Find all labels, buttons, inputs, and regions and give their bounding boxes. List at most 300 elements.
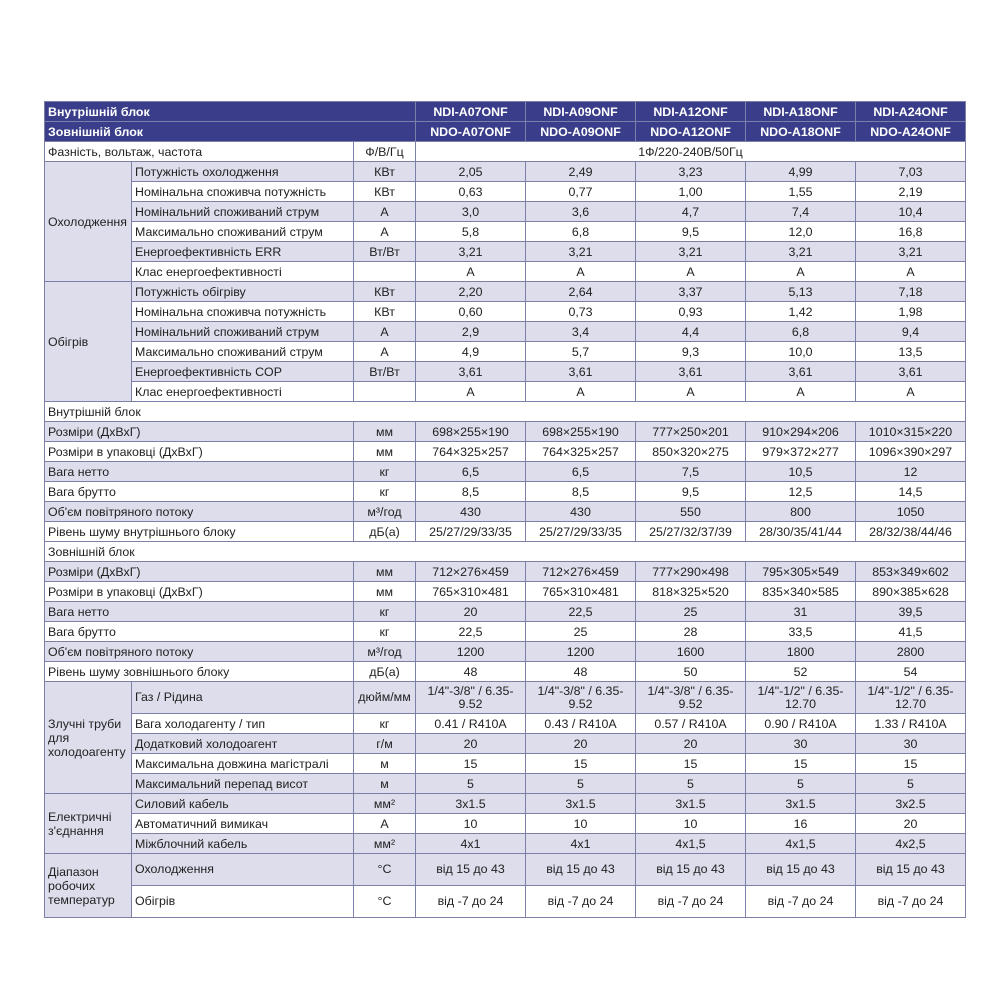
- unit-label: мм: [354, 442, 416, 462]
- heating-spec-row: [45, 302, 966, 322]
- spec-value: 698×255×190: [416, 422, 526, 442]
- spec-value: 1600: [636, 642, 746, 662]
- spec-value: 30: [856, 734, 966, 754]
- power-supply-unit: Ф/В/Гц: [354, 142, 416, 162]
- unit-label: А: [354, 814, 416, 834]
- unit-label: кг: [354, 714, 416, 734]
- spec-value: 28/30/35/41/44: [746, 522, 856, 542]
- electric-spec-row: [45, 834, 966, 854]
- spec-value: 698×255×190: [526, 422, 636, 442]
- spec-value: від -7 до 24: [526, 886, 636, 918]
- power-supply-value: 1Ф/220-240В/50Гц: [416, 142, 966, 162]
- spec-value: 25: [636, 602, 746, 622]
- spec-value: 9,5: [636, 222, 746, 242]
- unit-label: А: [354, 222, 416, 242]
- spec-value: A: [416, 382, 526, 402]
- spec-value: 1800: [746, 642, 856, 662]
- spec-value: 3,61: [416, 362, 526, 382]
- unit-label: КВт: [354, 182, 416, 202]
- unit-label: Вт/Вт: [354, 242, 416, 262]
- spec-value: 2,20: [416, 282, 526, 302]
- unit-label: мм: [354, 422, 416, 442]
- spec-value: 50: [636, 662, 746, 682]
- spec-value: 979×372×277: [746, 442, 856, 462]
- spec-value: від 15 до 43: [636, 854, 746, 886]
- spec-value: 2800: [856, 642, 966, 662]
- spec-value: 1,00: [636, 182, 746, 202]
- spec-value: 4x1: [416, 834, 526, 854]
- param-label: Вага брутто: [45, 622, 354, 642]
- param-label: Обігрів: [132, 886, 354, 918]
- spec-value: 54: [856, 662, 966, 682]
- outdoor-model-name: NDO-A24ONF: [856, 122, 966, 142]
- spec-value: від -7 до 24: [746, 886, 856, 918]
- unit-label: кг: [354, 482, 416, 502]
- spec-value: 7,5: [636, 462, 746, 482]
- unit-label: мм: [354, 562, 416, 582]
- spec-value: 4,9: [416, 342, 526, 362]
- spec-value: 0,93: [636, 302, 746, 322]
- spec-value: 5: [636, 774, 746, 794]
- spec-value: 4x2,5: [856, 834, 966, 854]
- spec-value: 52: [746, 662, 856, 682]
- spec-value: 764×325×257: [416, 442, 526, 462]
- unit-label: А: [354, 342, 416, 362]
- spec-value: 20: [416, 602, 526, 622]
- spec-value: від 15 до 43: [856, 854, 966, 886]
- unit-label: КВт: [354, 282, 416, 302]
- spec-value: A: [526, 382, 636, 402]
- heating-spec-row: [45, 382, 966, 402]
- spec-value: 1/4"-3/8" / 6.35-9.52: [526, 682, 636, 714]
- spec-value: від -7 до 24: [416, 886, 526, 918]
- spec-value: 4,7: [636, 202, 746, 222]
- spec-value: 550: [636, 502, 746, 522]
- spec-value: 777×250×201: [636, 422, 746, 442]
- spec-value: 800: [746, 502, 856, 522]
- spec-value: 0,63: [416, 182, 526, 202]
- indoor-spec-row: [45, 482, 966, 502]
- spec-value: 3,21: [746, 242, 856, 262]
- spec-value: 835×340×585: [746, 582, 856, 602]
- spec-value: 7,18: [856, 282, 966, 302]
- unit-label: А: [354, 322, 416, 342]
- spec-value: 1200: [416, 642, 526, 662]
- temp_range-spec-row: [45, 886, 966, 918]
- outdoor-spec-row: [45, 562, 966, 582]
- spec-value: 2,9: [416, 322, 526, 342]
- param-label: Об'єм повітряного потоку: [45, 502, 354, 522]
- spec-value: 20: [416, 734, 526, 754]
- spec-value: 9,5: [636, 482, 746, 502]
- spec-value: 0.57 / R410A: [636, 714, 746, 734]
- spec-value: 0,77: [526, 182, 636, 202]
- spec-value: 3,61: [526, 362, 636, 382]
- spec-value: 15: [856, 754, 966, 774]
- spec-value: 430: [526, 502, 636, 522]
- spec-value: 48: [526, 662, 636, 682]
- spec-value: 3,61: [856, 362, 966, 382]
- spec-value: A: [746, 382, 856, 402]
- power-supply-row: [45, 142, 966, 162]
- spec-value: 1/4"-3/8" / 6.35-9.52: [416, 682, 526, 714]
- cooling-group-label: Охолодження: [45, 162, 132, 282]
- spec-value: 3,61: [636, 362, 746, 382]
- param-label: Рівень шуму зовнішнього блоку: [45, 662, 354, 682]
- spec-value: 12,5: [746, 482, 856, 502]
- spec-value: 850×320×275: [636, 442, 746, 462]
- piping-spec-row: [45, 774, 966, 794]
- spec-value: 13,5: [856, 342, 966, 362]
- outdoor-model-name: NDO-A18ONF: [746, 122, 856, 142]
- spec-value: 1200: [526, 642, 636, 662]
- spec-value: 10: [636, 814, 746, 834]
- spec-value: 4x1,5: [636, 834, 746, 854]
- spec-value: 15: [526, 754, 636, 774]
- spec-value: 28/32/38/44/46: [856, 522, 966, 542]
- spec-value: 31: [746, 602, 856, 622]
- param-label: Рівень шуму внутрішнього блоку: [45, 522, 354, 542]
- param-label: Розміри в упаковці (ДхВхГ): [45, 582, 354, 602]
- param-label: Автоматичний вимикач: [132, 814, 354, 834]
- indoor-spec-row: [45, 462, 966, 482]
- spec-value: 4,99: [746, 162, 856, 182]
- indoor-spec-row: [45, 442, 966, 462]
- unit-label: дБ(а): [354, 662, 416, 682]
- piping-group-label: Злучні труби для холодоагенту: [45, 682, 132, 794]
- piping-spec-row: [45, 754, 966, 774]
- param-label: Газ / Рідина: [132, 682, 354, 714]
- spec-value: 3,21: [856, 242, 966, 262]
- spec-table: [44, 101, 966, 918]
- electric-spec-row: [45, 794, 966, 814]
- spec-value: 6,5: [416, 462, 526, 482]
- spec-value: 28: [636, 622, 746, 642]
- unit-label: кг: [354, 622, 416, 642]
- param-label: Вага холодагенту / тип: [132, 714, 354, 734]
- spec-value: 2,19: [856, 182, 966, 202]
- spec-value: 22,5: [416, 622, 526, 642]
- unit-label: КВт: [354, 162, 416, 182]
- unit-label: м: [354, 774, 416, 794]
- indoor-spec-row: [45, 522, 966, 542]
- spec-value: 10,5: [746, 462, 856, 482]
- spec-value: 16: [746, 814, 856, 834]
- spec-value: 4x1: [526, 834, 636, 854]
- spec-value: 712×276×459: [416, 562, 526, 582]
- param-label: Енергоефективність COP: [132, 362, 354, 382]
- param-label: Об'єм повітряного потоку: [45, 642, 354, 662]
- spec-value: 2,64: [526, 282, 636, 302]
- spec-value: 5,7: [526, 342, 636, 362]
- spec-value: 1096×390×297: [856, 442, 966, 462]
- spec-value: 3,37: [636, 282, 746, 302]
- spec-value: 33,5: [746, 622, 856, 642]
- unit-label: КВт: [354, 302, 416, 322]
- spec-value: 22,5: [526, 602, 636, 622]
- spec-value: 765×310×481: [526, 582, 636, 602]
- spec-value: 3,21: [416, 242, 526, 262]
- spec-value: 10: [416, 814, 526, 834]
- spec-value: 890×385×628: [856, 582, 966, 602]
- spec-value: 777×290×498: [636, 562, 746, 582]
- spec-value: 39,5: [856, 602, 966, 622]
- unit-label: °С: [354, 854, 416, 886]
- spec-value: 1/4"-1/2" / 6.35-12.70: [746, 682, 856, 714]
- spec-value: 1/4"-1/2" / 6.35-12.70: [856, 682, 966, 714]
- indoor-spec-row: [45, 502, 966, 522]
- spec-value: 16,8: [856, 222, 966, 242]
- unit-label: А: [354, 202, 416, 222]
- param-label: Максимально споживаний струм: [132, 222, 354, 242]
- spec-value: 20: [856, 814, 966, 834]
- spec-value: 1050: [856, 502, 966, 522]
- spec-value: 3,23: [636, 162, 746, 182]
- spec-value: 20: [526, 734, 636, 754]
- indoor-unit-header: Внутрішній блок: [45, 102, 416, 122]
- param-label: Вага нетто: [45, 602, 354, 622]
- outdoor-section-row: [45, 542, 966, 562]
- spec-value: 712×276×459: [526, 562, 636, 582]
- spec-value: 15: [416, 754, 526, 774]
- spec-value: 3x1.5: [746, 794, 856, 814]
- spec-value: 12,0: [746, 222, 856, 242]
- spec-value: 25/27/32/37/39: [636, 522, 746, 542]
- unit-label: кг: [354, 602, 416, 622]
- spec-value: 9,4: [856, 322, 966, 342]
- spec-value: 3,21: [636, 242, 746, 262]
- spec-value: 795×305×549: [746, 562, 856, 582]
- spec-value: 5: [526, 774, 636, 794]
- cooling-spec-row: [45, 202, 966, 222]
- outdoor-spec-row: [45, 622, 966, 642]
- unit-label: м³/год: [354, 502, 416, 522]
- spec-value: 430: [416, 502, 526, 522]
- unit-label: °С: [354, 886, 416, 918]
- unit-label: дБ(а): [354, 522, 416, 542]
- spec-value: 48: [416, 662, 526, 682]
- spec-value: 764×325×257: [526, 442, 636, 462]
- spec-value: 25/27/29/33/35: [526, 522, 636, 542]
- spec-value: 7,4: [746, 202, 856, 222]
- outdoor-model-header-row: [45, 122, 966, 142]
- unit-label: мм²: [354, 834, 416, 854]
- spec-value: 8,5: [416, 482, 526, 502]
- indoor-model-name: NDI-A18ONF: [746, 102, 856, 122]
- param-label: Міжблочний кабель: [132, 834, 354, 854]
- spec-value: 3x1.5: [416, 794, 526, 814]
- indoor-model-name: NDI-A07ONF: [416, 102, 526, 122]
- unit-label: Вт/Вт: [354, 362, 416, 382]
- cooling-spec-row: [45, 182, 966, 202]
- unit-label: кг: [354, 462, 416, 482]
- spec-value: 25: [526, 622, 636, 642]
- spec-value: 5: [856, 774, 966, 794]
- spec-value: 0.43 / R410A: [526, 714, 636, 734]
- outdoor-model-name: NDO-A09ONF: [526, 122, 636, 142]
- param-label: Розміри в упаковці (ДхВхГ): [45, 442, 354, 462]
- spec-value: від 15 до 43: [416, 854, 526, 886]
- spec-value: 25/27/29/33/35: [416, 522, 526, 542]
- piping-spec-row: [45, 734, 966, 754]
- cooling-spec-row: [45, 242, 966, 262]
- electric-group-label: Електричні з'єднання: [45, 794, 132, 854]
- temp_range-spec-row: [45, 854, 966, 886]
- param-label: Номінальна споживча потужність: [132, 302, 354, 322]
- spec-value: 15: [636, 754, 746, 774]
- spec-value: 853×349×602: [856, 562, 966, 582]
- cooling-spec-row: [45, 222, 966, 242]
- param-label: Енергоефективність ERR: [132, 242, 354, 262]
- spec-value: 6,8: [526, 222, 636, 242]
- spec-value: 3x2.5: [856, 794, 966, 814]
- spec-value: від -7 до 24: [636, 886, 746, 918]
- spec-value: 15: [746, 754, 856, 774]
- param-label: Максимально споживаний струм: [132, 342, 354, 362]
- cooling-spec-row: [45, 262, 966, 282]
- spec-table-body: [45, 102, 966, 918]
- heating-spec-row: [45, 362, 966, 382]
- cooling-spec-row: [45, 162, 966, 182]
- param-label: Номінальний споживаний струм: [132, 322, 354, 342]
- spec-value: 20: [636, 734, 746, 754]
- unit-label: дюйм/мм: [354, 682, 416, 714]
- outdoor-unit-header: Зовнішній блок: [45, 122, 416, 142]
- param-label: Номінальна споживча потужність: [132, 182, 354, 202]
- spec-value: 5,13: [746, 282, 856, 302]
- unit-label: [354, 382, 416, 402]
- spec-value: 2,05: [416, 162, 526, 182]
- spec-value: 818×325×520: [636, 582, 746, 602]
- spec-value: 4x1,5: [746, 834, 856, 854]
- outdoor-spec-row: [45, 642, 966, 662]
- spec-value: від 15 до 43: [526, 854, 636, 886]
- spec-value: 3x1.5: [636, 794, 746, 814]
- spec-value: 5: [746, 774, 856, 794]
- param-label: Потужність обігріву: [132, 282, 354, 302]
- param-label: Максимальний перепад висот: [132, 774, 354, 794]
- param-label: Вага брутто: [45, 482, 354, 502]
- power-supply-label: Фазність, вольтаж, частота: [45, 142, 354, 162]
- indoor-model-name: NDI-A24ONF: [856, 102, 966, 122]
- indoor-model-name: NDI-A09ONF: [526, 102, 636, 122]
- spec-value: 5,8: [416, 222, 526, 242]
- spec-value: 4,4: [636, 322, 746, 342]
- param-label: Розміри (ДхВхГ): [45, 422, 354, 442]
- spec-value: 6,8: [746, 322, 856, 342]
- unit-label: мм²: [354, 794, 416, 814]
- electric-spec-row: [45, 814, 966, 834]
- indoor-model-name: NDI-A12ONF: [636, 102, 746, 122]
- indoor-section-title: Внутрішній блок: [45, 402, 966, 422]
- heating-group-label: Обігрів: [45, 282, 132, 402]
- indoor-model-header-row: [45, 102, 966, 122]
- spec-value: 1,98: [856, 302, 966, 322]
- unit-label: г/м: [354, 734, 416, 754]
- outdoor-model-name: NDO-A07ONF: [416, 122, 526, 142]
- spec-value: 3,61: [746, 362, 856, 382]
- spec-value: 910×294×206: [746, 422, 856, 442]
- spec-value: A: [746, 262, 856, 282]
- outdoor-section-title: Зовнішній блок: [45, 542, 966, 562]
- param-label: Силовий кабель: [132, 794, 354, 814]
- spec-value: 6,5: [526, 462, 636, 482]
- spec-value: 41,5: [856, 622, 966, 642]
- spec-value: 1,55: [746, 182, 856, 202]
- spec-value: 0.90 / R410A: [746, 714, 856, 734]
- spec-value: від -7 до 24: [856, 886, 966, 918]
- outdoor-spec-row: [45, 582, 966, 602]
- spec-value: 14,5: [856, 482, 966, 502]
- spec-value: 0.41 / R410A: [416, 714, 526, 734]
- spec-value: A: [856, 382, 966, 402]
- outdoor-spec-row: [45, 662, 966, 682]
- param-label: Охолодження: [132, 854, 354, 886]
- indoor-section-row: [45, 402, 966, 422]
- spec-value: 5: [416, 774, 526, 794]
- spec-value: 1.33 / R410A: [856, 714, 966, 734]
- spec-value: 0,73: [526, 302, 636, 322]
- spec-value: 8,5: [526, 482, 636, 502]
- spec-value: 3,21: [526, 242, 636, 262]
- spec-value: A: [636, 262, 746, 282]
- outdoor-model-name: NDO-A12ONF: [636, 122, 746, 142]
- unit-label: м³/год: [354, 642, 416, 662]
- heating-spec-row: [45, 282, 966, 302]
- param-label: Розміри (ДхВхГ): [45, 562, 354, 582]
- param-label: Потужність охолодження: [132, 162, 354, 182]
- heating-spec-row: [45, 342, 966, 362]
- unit-label: мм: [354, 582, 416, 602]
- heating-spec-row: [45, 322, 966, 342]
- param-label: Клас енергоефективності: [132, 262, 354, 282]
- param-label: Номінальний споживаний струм: [132, 202, 354, 222]
- spec-value: 10,4: [856, 202, 966, 222]
- spec-value: 30: [746, 734, 856, 754]
- spec-value: 1,42: [746, 302, 856, 322]
- outdoor-spec-row: [45, 602, 966, 622]
- spec-value: A: [416, 262, 526, 282]
- spec-value: 7,03: [856, 162, 966, 182]
- spec-value: 3x1.5: [526, 794, 636, 814]
- spec-value: 2,49: [526, 162, 636, 182]
- spec-value: 0,60: [416, 302, 526, 322]
- unit-label: [354, 262, 416, 282]
- unit-label: м: [354, 754, 416, 774]
- param-label: Максимальна довжина магістралі: [132, 754, 354, 774]
- spec-value: A: [856, 262, 966, 282]
- temp_range-group-label: Діапазон робочих температур: [45, 854, 132, 918]
- spec-value: 1010×315×220: [856, 422, 966, 442]
- spec-value: 3,6: [526, 202, 636, 222]
- spec-value: 9,3: [636, 342, 746, 362]
- spec-value: 10,0: [746, 342, 856, 362]
- spec-value: 10: [526, 814, 636, 834]
- spec-value: 765×310×481: [416, 582, 526, 602]
- spec-value: 1/4"-3/8" / 6.35-9.52: [636, 682, 746, 714]
- param-label: Додатковий холодоагент: [132, 734, 354, 754]
- indoor-spec-row: [45, 422, 966, 442]
- piping-spec-row: [45, 682, 966, 714]
- spec-value: від 15 до 43: [746, 854, 856, 886]
- spec-value: A: [636, 382, 746, 402]
- spec-value: 12: [856, 462, 966, 482]
- param-label: Клас енергоефективності: [132, 382, 354, 402]
- spec-value: 3,0: [416, 202, 526, 222]
- spec-value: 3,4: [526, 322, 636, 342]
- param-label: Вага нетто: [45, 462, 354, 482]
- piping-spec-row: [45, 714, 966, 734]
